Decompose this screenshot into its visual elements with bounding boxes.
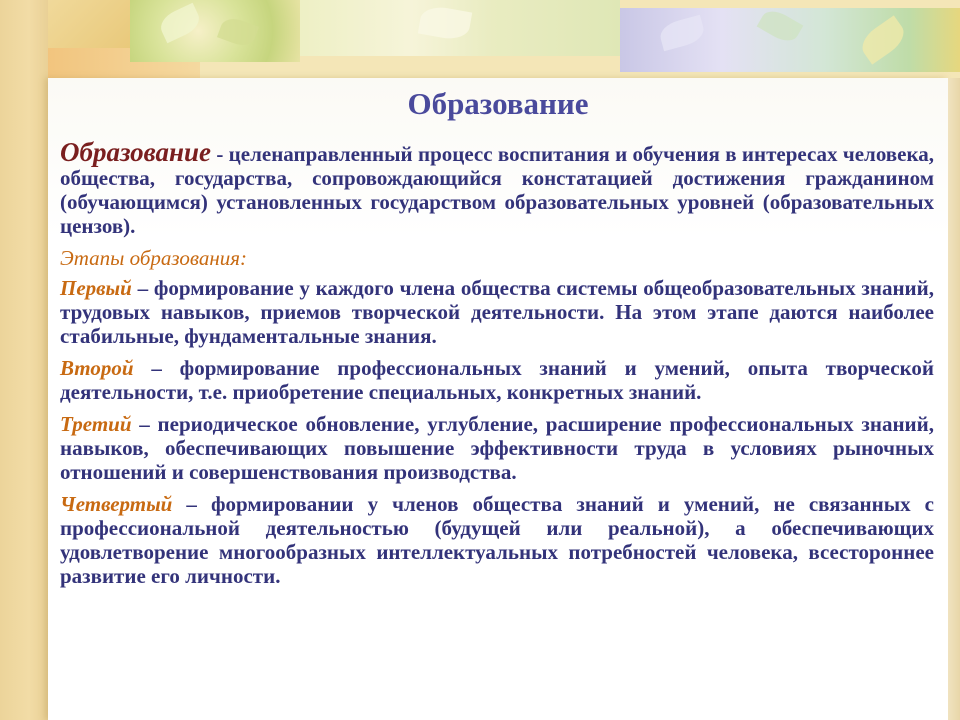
stage-paragraph-second xyxy=(60,356,934,404)
stage-paragraph-fourth xyxy=(60,492,934,588)
stages-heading: Этапы образования: xyxy=(60,246,247,270)
stage-term: Второй xyxy=(60,356,134,380)
right-parchment-edge xyxy=(948,78,960,720)
left-parchment-strip xyxy=(0,0,48,720)
slide-content xyxy=(60,137,934,588)
stage-text: – формировании у членов общества знаний и умений, не связанных с профессиональной деятельностью (будущей или реальной), а обеспечивающих удовлетворение многообразных интеллектуальных потребностей человека, всестороннее развитие его личности. xyxy=(60,492,934,588)
stage-paragraph-first xyxy=(60,276,934,348)
definition-term: Образование xyxy=(60,137,212,167)
stage-term: Третий xyxy=(60,412,132,436)
stage-paragraph-third xyxy=(60,412,934,484)
stage-text: – периодическое обновление, углубление, расширение профессиональных знаний, навыков, обеспечивающих повышение эффективности труда в условиях рыночных отношений и совершенствования производства. xyxy=(60,412,934,484)
banner-segment xyxy=(130,0,300,62)
stage-term: Четвертый xyxy=(60,492,173,516)
floral-banner xyxy=(0,0,960,80)
stage-term: Первый xyxy=(60,276,132,300)
stage-text: – формирование профессиональных знаний и умений, опыта творческой деятельности, т.е. приобретение специальных, конкретных знаний. xyxy=(60,356,934,404)
definition-paragraph xyxy=(60,137,934,238)
definition-text: - целенаправленный процесс воспитания и обучения в интересах человека, общества, государства, сопровождающийся констатацией достижения гражданином (обучающимся) установленных государством образовательных уровней (образовательных цензов). xyxy=(60,142,934,238)
slide-title: Образование xyxy=(407,86,589,121)
stage-text: – формирование у каждого члена общества системы общеобразовательных знаний, трудовых навыков, приемов творческой деятельности. На этом этапе даются наиболее стабильные, фундаментальные знания. xyxy=(60,276,934,348)
